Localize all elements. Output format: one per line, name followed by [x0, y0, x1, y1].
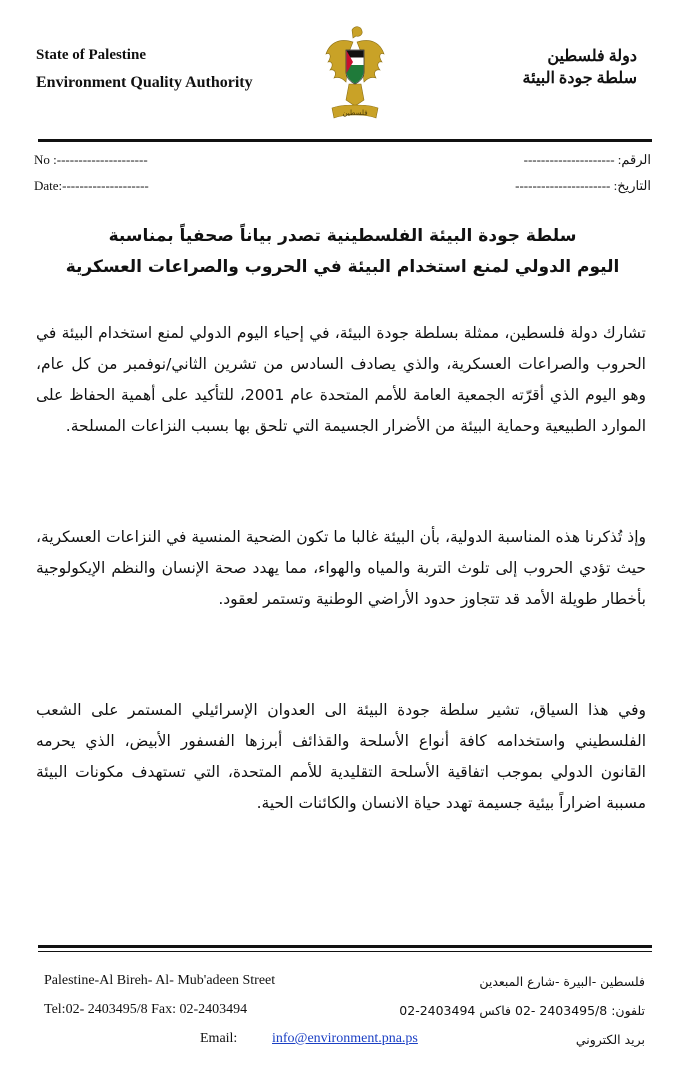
reference-number-ar: الرقم: --------------------- — [523, 152, 651, 167]
header-english-authority: Environment Quality Authority — [36, 74, 253, 91]
date-line-en: Date:-------------------- — [34, 178, 149, 193]
palestine-eagle-emblem — [322, 22, 388, 132]
footer-divider-thin — [38, 951, 652, 952]
body-paragraph-2: وإذ تُذكرنا هذه المناسبة الدولية، بأن البيئة غالبا ما تكون الضحية المنسية في النزاعات العسكرية، حيث تؤدي الحروب إلى تلوث التربة والمياه والهواء، مما يهدد صحة الإنسان والنظم الإيكولوجية بأخطار طويلة الأمد قد تتجاوز حدود الأراضي الوطنية وتستمر لعقود. — [36, 528, 646, 608]
statement-title-line1: سلطة جودة البيئة الفلسطينية تصدر بياناً صحفياً بمناسبة — [108, 226, 577, 246]
header-arabic-authority: سلطة جودة البيئة — [522, 70, 637, 87]
footer-tel-fax-ar: تلفون: 2403495/8 -02 فاكس 2403494-02 — [399, 1003, 645, 1018]
body-paragraph-1: تشارك دولة فلسطين، ممثلة بسلطة جودة البيئة، في إحياء اليوم الدولي لمنع استخدام البيئة في الحروب والصراعات العسكرية، والذي يصادف السادس من تشرين الثاني/نوفمبر من كل عام، وهو اليوم الذي أقرّته الجمعية العامة للأمم المتحدة عام 2001، للتأكيد على أهمية الحفاظ على الموارد الطبيعية وحماية البيئة من الأضرار الجسيمة التي تلحق بها بسبب النزاعات المسلحة. — [36, 324, 646, 435]
emblem-scroll-text: فلسطين — [342, 109, 368, 117]
footer-address-ar: فلسطين -البيرة -شارع المبعدين — [479, 974, 645, 989]
footer-tel-fax-en: Tel:02- 2403495/8 Fax: 02-2403494 — [44, 1002, 248, 1017]
footer-divider — [38, 945, 652, 948]
header-english-state: State of Palestine — [36, 47, 146, 63]
footer-address-en: Palestine-Al Bireh- Al- Mub'adeen Street — [44, 973, 276, 988]
header-arabic-state: دولة فلسطين — [547, 48, 637, 65]
reference-number-en: No :--------------------- — [34, 152, 148, 167]
footer-email-label-ar: بريد الكتروني — [575, 1032, 645, 1047]
footer-email-label-en: Email: — [200, 1031, 238, 1046]
statement-title-line2: اليوم الدولي لمنع استخدام البيئة في الحروب والصراعات العسكرية — [65, 257, 620, 277]
date-line-ar: التاريخ: ---------------------- — [515, 178, 651, 193]
header-divider — [38, 139, 652, 142]
footer-email-link[interactable]: info@environment.pna.ps — [272, 1031, 418, 1046]
body-paragraph-3: وفي هذا السياق، تشير سلطة جودة البيئة الى العدوان الإسرائيلي المستمر على الشعب الفلسطيني واستخدامه كافة أنواع الأسلحة والقذائف أبرزها الفسفور الأبيض، الذي يحرمه القانون الدولي بموجب اتفاقية الأسلحة التقليدية للأمم المتحدة، التي تستهدف مكونات البيئة مسببة اضراراً بيئية جسيمة تهدد حياة الانسان والكائنات الحية. — [36, 701, 646, 812]
